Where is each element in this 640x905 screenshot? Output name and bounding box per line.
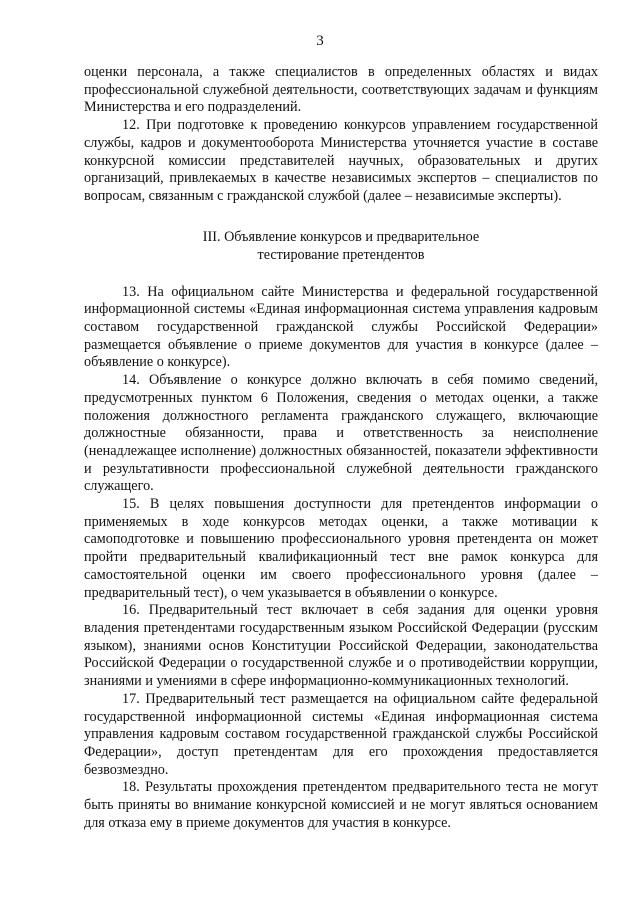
section-heading-line-1: III. Объявление конкурсов и предварительное <box>202 228 480 245</box>
page-number: 3 <box>316 33 324 49</box>
section-heading-line-2: тестирование претендентов <box>257 246 425 263</box>
paragraph-12: 12. При подготовке к проведению конкурсов управлением государственной службы, кадров и документооборота Министерства уточняется участие в составе конкурсной комиссии представителей научных, образовательных и других организаций, привлекаемых в качестве независимых экспертов – специалистов по вопросам, связанным с гражданской службой (далее – независимые эксперты). <box>84 117 598 204</box>
paragraph-18: 18. Результаты прохождения претендентом предварительного теста не могут быть приняты во внимание конкурсной комиссией и не могут являться основанием для отказа ему в приеме документов для участия в конкурсе. <box>84 779 598 831</box>
paragraph-16: 16. Предварительный тест включает в себя задания для оценки уровня владения претендентами государственным языком Российской Федерации (русским языком), знаниями основ Конституции Российской Федерации, законодательства Российской Федерации о государственной службе и о противодействии коррупции, знаниями и умениями в сфере информационно-коммуникационных технологий. <box>84 602 598 690</box>
section-heading <box>84 228 598 264</box>
paragraph-15: 15. В целях повышения доступности для претендентов информации о применяемых в ходе конкурсов методах оценки, а также мотивации к самоподготовке и повышению профессионального уровня претендента он может пройти предварительный квалификационный тест вне рамок конкурса для самостоятельной оценки им своего профессионального уровня (далее – предварительный тест), о чем указывается в объявлении о конкурсе. <box>84 496 598 601</box>
paragraph-13: 13. На официальном сайте Министерства и федеральной государственной информационной системы «Единая информационная система управления кадровым составом государственной гражданской службы Российской Федерации» размещается объявление о приеме документов для участия в конкурсе (далее – объявление о конкурсе). <box>84 283 598 371</box>
paragraph-14: 14. Объявление о конкурсе должно включать в себя помимо сведений, предусмотренных пунктом 6 Положения, сведения о методах оценки, а также положения должностного регламента гражданского служащего, включающие должностные обязанности, права и ответственность за неисполнение (ненадлежащее исполнение) должностных обязанностей, показатели эффективности и результативности профессиональной служебной деятельности гражданского служащего. <box>84 372 598 495</box>
paragraph-continuation: оценки персонала, а также специалистов в определенных областях и видах профессиональной служебной деятельности, соответствующих задачам и функциям Министерства и его подразделений. <box>84 64 598 116</box>
paragraph-17: 17. Предварительный тест размещается на официальном сайте федеральной государственной информационной системы «Единая информационная система управления кадровым составом государственной гражданской службы Российской Федерации», доступ претендентам для его прохождения предоставляется безвозмездно. <box>84 690 598 778</box>
document-body <box>84 64 598 832</box>
